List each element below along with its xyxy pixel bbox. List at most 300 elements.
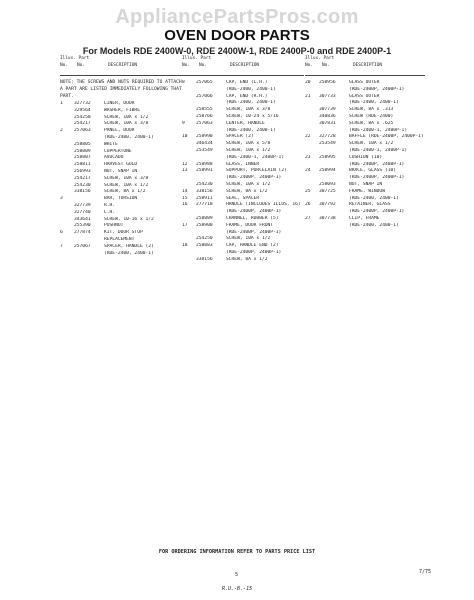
part-description: SCREW, 10A x 5/8 [226,141,271,147]
part-no: 307733 [319,93,336,99]
illus-no [60,169,74,176]
part-description: SCREW, 10A x 1/2 [226,236,271,242]
part-description: (RDE-2400-1, 2400P-1) [349,147,408,153]
illus-no: 26 [305,202,311,208]
part-no: 258991 [196,168,213,174]
illus-no [182,107,196,114]
part-description: BAR, TORSION [104,196,138,202]
header-description: DESCRIPTION [353,63,383,68]
part-row [182,250,304,257]
illus-no [305,148,319,155]
part-row [182,209,304,216]
part-no: 327732 [74,101,91,106]
part-no: 253549 [319,141,336,147]
part-description: (RDE-2400, 2400-1) [226,127,276,133]
header-description: DESCRIPTION [230,63,260,68]
part-row [182,94,304,101]
illus-no [305,162,319,169]
header-no: No. [60,63,68,68]
part-row [182,236,304,243]
part-no: 257063 [196,120,213,126]
part-row [182,189,304,196]
part-description: REPLACEMENT [104,236,135,242]
illus-no [60,142,74,149]
part-description: (RDE-2400P, 2400P-1) [226,249,282,255]
part-no: 329564 [74,107,91,113]
part-no: 256993 [74,168,91,174]
header-no: No. [305,63,313,68]
part-row [182,196,304,203]
parts-column-1 [60,55,182,257]
part-row [182,121,304,128]
part-row [305,182,425,189]
illus-no [60,203,74,210]
illus-no: 13 [182,168,188,174]
part-description: RETAINER, GLASS [349,202,391,208]
illus-no: 17 [182,222,188,228]
part-description: PUSHNUT [104,223,124,229]
part-row [182,223,304,230]
part-row [60,162,182,169]
illus-no [182,87,196,94]
part-no: 307792 [319,202,336,208]
part-no: 327739 [74,202,91,208]
illus-no [182,94,196,101]
part-description: HANDLE (INCLUDES ILLUS. 16) [226,202,301,208]
column-header [182,55,304,76]
illus-no [182,114,196,121]
part-no [196,209,226,216]
part-row [305,141,425,148]
part-no: 307725 [319,188,336,194]
illus-no: 8 [182,80,185,85]
part-description: SCREW, 8A x 1/2 [226,256,268,262]
illus-no [305,182,319,189]
part-no: 258809 [74,148,91,154]
illus-no: 2 [60,128,63,134]
part-row [305,128,425,135]
part-description: (RDE-2400, 2400-1) [349,100,399,106]
part-row [60,217,182,224]
part-no: 258995 [319,154,336,160]
part-no: 258988 [196,161,213,167]
part-description: SPACER, HANDLE (2) [104,243,154,249]
part-row [60,101,182,108]
illus-no [305,175,319,182]
part-no [196,155,226,162]
part-row [305,202,425,209]
part-row [305,80,425,87]
part-description: FRAME, DOOR FRONT [226,222,274,228]
part-description: (RDE-2400P, 2400P-1) [226,229,282,235]
illus-no [182,216,196,223]
part-description: SPACER (2) [226,134,254,140]
part-no [196,230,226,237]
part-description: (RDE-2400-1, 2400P-1) [349,127,408,133]
part-no: 277718 [196,202,213,208]
part-no: 277874 [74,230,91,236]
part-no: 257067 [74,243,91,249]
part-description: NUT, SNAP IN [349,181,383,187]
illus-no: 6 [60,230,63,236]
part-description: (RDE-2400, 2400-1) [349,222,399,228]
part-description: (RDE-2400, 2400-1) [226,100,276,106]
part-row [182,182,304,189]
parts-column-2 [182,55,304,264]
part-row [182,128,304,135]
illus-no [305,100,319,107]
part-description: (RDE-2400, 2400-1) [349,195,399,201]
part-row [182,168,304,175]
part-row [182,230,304,237]
illus-no [60,210,74,217]
part-no: 258956 [319,80,336,85]
part-description: SCREW, 10A x 1/2 [226,147,271,153]
illus-no [60,237,74,244]
part-description: (RDE-2400P, 2400P-1) [349,209,405,215]
illus-no [60,155,74,162]
part-description: SCREW, 8A x .625 [349,120,394,126]
illus-no: 12 [182,161,188,167]
illus-no: 22 [305,134,311,140]
illus-no [182,100,196,107]
part-no: 258807 [74,155,91,161]
part-row [305,216,425,223]
watermark: AppliancePartsPros.com [115,6,359,28]
header-no: No. [182,63,190,68]
part-description: SCREW, 10-16 x 1/2 [104,216,154,222]
header-no-2: No. [77,63,85,68]
part-row [305,114,425,121]
part-row [182,155,304,162]
part-no [74,196,104,203]
part-no: 338156 [74,189,91,195]
part-description: GLASS OUTER [349,93,380,99]
part-no: 254230 [196,181,213,187]
part-no: 258889 [196,215,213,221]
illus-no [182,209,196,216]
illus-no: 9 [182,120,185,126]
part-row [305,175,425,182]
part-description: CHANNEL, RUBBER (5) [226,215,279,221]
part-row [305,155,425,162]
part-row [182,175,304,182]
part-no: 254230 [74,182,91,188]
part-no [319,196,349,203]
part-description: HARVEST GOLD [104,162,138,168]
illus-no [60,115,74,122]
part-description: (RDE-2400P, 2400P-1) [349,86,405,92]
illus-no [305,114,319,121]
part-row [60,203,182,210]
illus-no [182,141,196,148]
illus-no: 25 [305,188,311,194]
part-row [182,87,304,94]
part-row [182,162,304,169]
part-no: 258093 [319,181,336,187]
part-row [60,169,182,176]
part-no: 258811 [74,162,91,168]
part-no: 258766 [196,113,213,119]
illus-no [182,250,196,257]
part-row [305,196,425,203]
part-no [74,237,104,244]
part-no: 257063 [74,128,91,134]
illus-no [60,217,74,224]
part-row [305,162,425,169]
part-no [196,128,226,135]
part-no: 346434 [196,141,213,147]
header-illus-part: Illus. Part [60,56,90,61]
illus-no [182,182,196,189]
header-illus-part: Illus. Part [182,56,212,61]
part-no [196,100,226,107]
part-no: 338156 [196,188,213,194]
part-row [182,141,304,148]
part-row [182,80,304,87]
part-row [60,237,182,244]
part-row [305,107,425,114]
part-row [182,243,304,250]
header-illus-part: Illus. Part [305,56,335,61]
part-no [196,87,226,94]
part-description: CUSHION (10) [349,154,383,160]
part-description: SUPPORT, PORCELAIN (2) [226,168,287,174]
illus-no [60,251,74,258]
part-description: AVOCADO [104,155,124,161]
part-description: COPPERTONE [104,148,132,154]
part-description: (RDE-2400P, 2400P-1) [226,175,282,181]
part-row [60,176,182,183]
illus-no: 10 [182,134,188,140]
page-number: 5 [235,572,239,578]
illus-no [305,196,319,203]
part-no: 257065 [196,80,213,85]
part-row [305,134,425,141]
part-description: SCREW, 10A x 1/2 [226,181,271,187]
part-no: 254217 [74,175,91,181]
part-row [60,223,182,230]
part-no: 257066 [196,93,213,99]
illus-no [60,223,74,230]
illus-no [182,128,196,135]
illus-no [305,121,319,128]
part-row [60,210,182,217]
stamp-code: R.U.-B.-15 [222,586,253,592]
part-no [319,128,349,135]
part-no: 258900 [196,222,213,228]
part-description: (RDE-2400-1, 2400P-1) [226,154,285,160]
part-description: FRAME, WINDOW [349,188,385,194]
header-description: DESCRIPTION [108,63,138,68]
header-no-2: No. [199,63,207,68]
part-no: 254250 [74,114,91,120]
part-description: BRACE, GLASS (10) [349,168,397,174]
part-no: 338156 [196,256,213,262]
part-row [305,100,425,107]
part-description: WASHER, FIBRE [104,107,140,113]
page-title: OVEN DOOR PARTS [164,27,310,44]
illus-no: 27 [305,215,311,221]
illus-no: 23 [305,154,311,160]
part-no: 254217 [74,121,91,127]
part-row [305,87,425,94]
part-row [182,107,304,114]
part-description: CLIP, FRAME [349,215,380,221]
part-description: (RDE-2400P, 2400P-1) [349,175,405,181]
part-row [305,121,425,128]
illus-no [305,209,319,216]
part-row [305,209,425,216]
part-description: (RDE-2400P, 2400P-1) [226,209,282,215]
part-no: 255390 [74,223,91,229]
part-description: BAFFLE (RDE-2400P, 2400P-1) [349,134,424,140]
part-no: 307831 [319,120,336,126]
illus-no [305,223,319,230]
parts-column-3 [305,55,425,230]
part-no [319,100,349,107]
part-row [182,148,304,155]
part-no: 253549 [196,147,213,153]
illus-no: 21 [305,93,311,99]
part-row [60,115,182,122]
part-no [319,148,349,155]
illus-no: 18 [182,243,188,249]
part-row [60,244,182,251]
part-row [60,149,182,156]
part-description: CAP, HANDLE END (2) [226,243,279,249]
part-description: KIT, DOOR STOP [104,230,143,236]
illus-no: 20 [305,80,311,85]
illus-no [182,257,196,264]
part-row [305,148,425,155]
part-row [60,128,182,135]
part-description: SCREW, 10A x 3/8 [104,175,149,181]
illus-no [305,87,319,94]
part-row [60,155,182,162]
illus-no [305,141,319,148]
part-row [305,168,425,175]
part-no: 258911 [196,195,213,201]
illus-no [60,149,74,156]
part-row [60,251,182,258]
part-no: 307738 [319,215,336,221]
illus-no: 3 [60,196,63,202]
part-row [60,121,182,128]
part-no [319,223,349,230]
column-header [60,55,182,76]
part-description: CENTER, HANDLE [226,120,265,126]
part-row [182,202,304,209]
part-description: L.H. [104,209,116,215]
part-no: 254250 [196,236,213,242]
part-description: (RDE-2400, 2400-1) [226,86,276,92]
part-no: 307739 [319,107,336,113]
illus-no [182,155,196,162]
part-no: 258994 [319,168,336,174]
part-row [60,142,182,149]
illus-no [60,183,74,190]
part-row [182,257,304,264]
part-description: PANEL, DOOR [104,128,135,134]
part-description: SCREW, 8A x 1/2 [104,189,146,195]
part-no: 340836 [319,113,336,119]
part-description: LINER, DOOR [104,101,135,106]
part-description: GLASS OUTER [349,80,380,85]
part-description: (RDE-2400, 2400-1) [104,250,154,256]
part-no [196,250,226,257]
illus-no [182,236,196,243]
illus-no: 15 [182,195,188,201]
part-description: CAP, END (R.H.) [226,93,268,99]
part-description: SCREW, 10-24 x 5/16 [226,113,279,119]
part-description: NUT, SNAP IN [104,168,138,174]
part-row [182,100,304,107]
part-row [305,189,425,196]
part-description: R.H. [104,202,116,208]
illus-no: 24 [305,168,311,174]
part-no: 258805 [74,141,91,147]
illus-no [60,189,74,196]
date-code: 7/75 [419,569,432,575]
part-description: GLASS, INNER [226,161,260,167]
illus-no: 1 [60,101,63,106]
illus-no: 14 [182,188,188,194]
part-row [182,134,304,141]
part-no [319,175,349,182]
part-description: SCREW, 10A x 1/2 [104,114,149,120]
illus-no: 7 [60,243,63,249]
part-description: SEAL, SPACER [226,195,260,201]
part-description: WHITE [104,141,118,147]
illus-no: 16 [182,202,188,208]
part-description: SCREW, 10A x 1/2 [104,182,149,188]
part-description: (RDE-2400P, 2400P-1) [349,161,405,167]
part-no: 258883 [196,243,213,249]
illus-no [182,148,196,155]
part-no [74,135,104,142]
part-description: (RDE-2400, 2400-1) [104,134,154,140]
part-row [60,230,182,237]
part-description: SCREW (RDE-2400) [349,113,394,119]
part-no [319,162,349,169]
illus-no [182,175,196,182]
ordering-footer: FOR ORDERING INFORMATION REFER TO PARTS PRICE LIST [158,549,316,555]
part-description: CAP, END (L.H.) [226,80,268,85]
part-no [74,251,104,258]
note-text: NOTE: THE SCREWS AND NUTS REQUIRED TO ATTACH A PART ARE LISTED IMMEDIATELY FOLLOWING THAT PART. [60,80,182,99]
illus-no [60,135,74,142]
illus-no [60,108,74,115]
part-description: SCREW, 8A x 1/2 [226,188,268,194]
illus-no [60,121,74,128]
part-row [60,196,182,203]
part-description: SCREW, 10A x 1/2 [349,141,394,147]
part-description: SCREW, 10A x 3/8 [226,107,271,113]
part-description: SCREW, 8A x .313 [349,107,394,113]
illus-no [305,128,319,135]
illus-no [60,176,74,183]
part-row [60,183,182,190]
part-row [60,108,182,115]
part-row [305,94,425,101]
part-no [196,175,226,182]
part-no [319,87,349,94]
part-description: SCREW, 10A x 3/8 [104,121,149,127]
part-no: 258990 [196,134,213,140]
part-no [319,209,349,216]
part-no: 327740 [74,209,91,215]
